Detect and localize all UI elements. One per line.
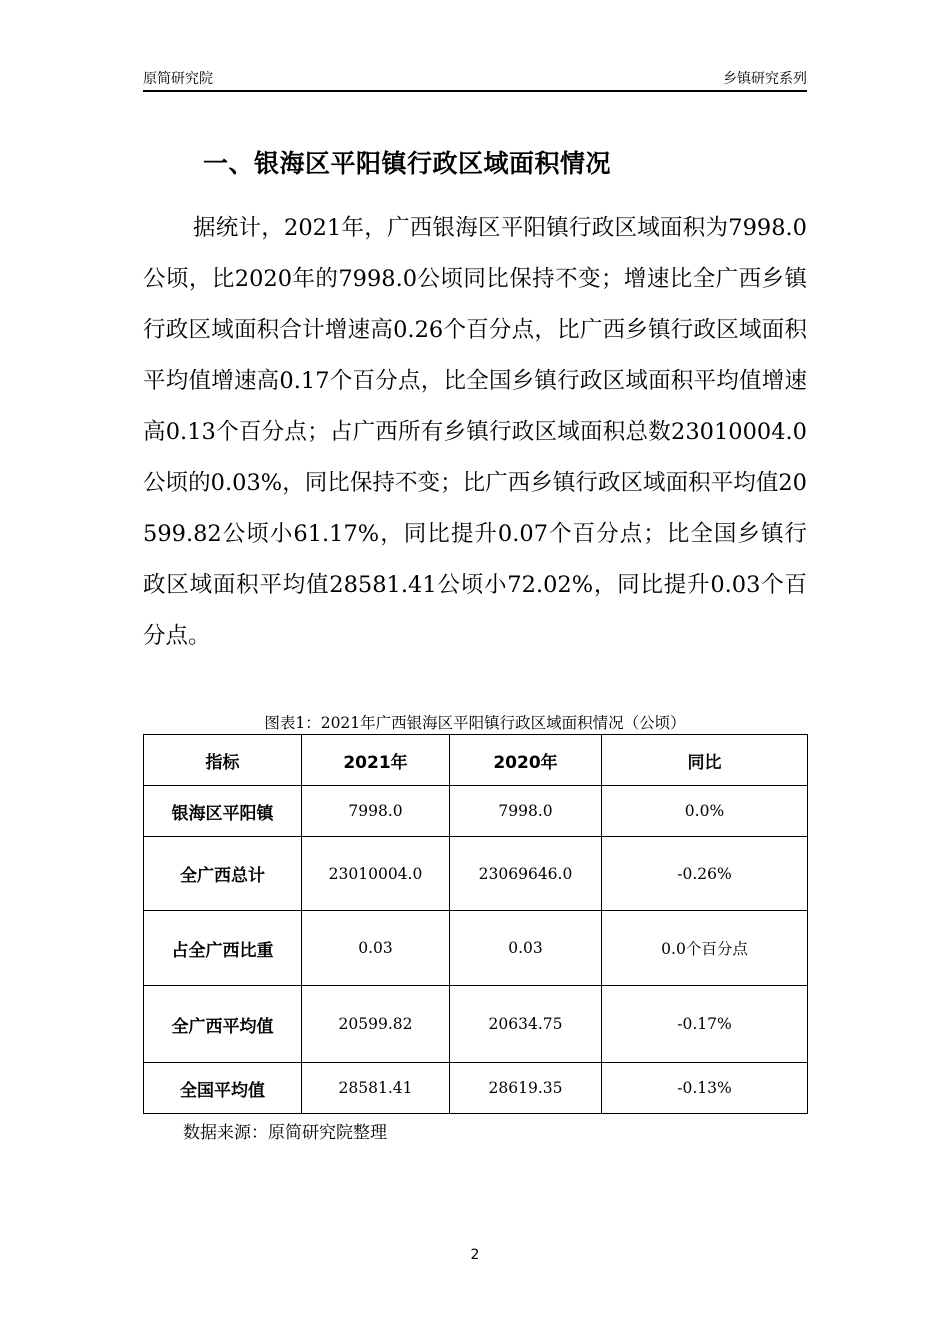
table-cell: 20599.82 [302,986,450,1063]
row-label-cell: 银海区平阳镇 [144,786,302,837]
table-row [144,1063,808,1114]
table-cell: 0.03 [450,911,602,986]
table-cell: 20634.75 [450,986,602,1063]
area-data-table [143,734,808,1114]
table-header-cell: 2020年 [450,735,602,786]
table-cell: 7998.0 [302,786,450,837]
section-heading: 一、银海区平阳镇行政区域面积情况 [203,149,612,178]
table-row [144,911,808,986]
table-cell: -0.26% [602,837,808,911]
table-header-cell: 2021年 [302,735,450,786]
table-cell: 28581.41 [302,1063,450,1114]
data-source-note: 数据来源：原简研究院整理 [183,1123,387,1143]
table-row [144,986,808,1063]
page-header [143,66,807,92]
row-label-cell: 全广西平均值 [144,986,302,1063]
header-org-name: 原简研究院 [143,71,213,87]
body-paragraph: 据统计，2021年，广西银海区平阳镇行政区域面积为7998.0公顷，比2020年的7998.0公顷同比保持不变；增速比全广西乡镇行政区域面积合计增速高0.26个百分点，比广西乡镇行政区域面积平均值增速高0.17个百分点，比全国乡镇行政区域面积平均值增速高0.13个百分点；占广西所有乡镇行政区域面积总数23010004.0公顷的0.03%，同比保持不变；比广西乡镇行政区域面积平均值20599.82公顷小61.17%，同比提升0.07个百分点；比全国乡镇行政区域面积平均值28581.41公顷小72.02%，同比提升0.03个百分点。 [143,215,807,649]
table-header-cell: 同比 [602,735,808,786]
table-cell: -0.13% [602,1063,808,1114]
table-cell: -0.17% [602,986,808,1063]
row-label-cell: 全国平均值 [144,1063,302,1114]
table-row [144,786,808,837]
table-cell: 7998.0 [450,786,602,837]
table-header-row [144,735,808,786]
header-series-name: 乡镇研究系列 [723,71,807,87]
page-number: 2 [470,1247,480,1263]
table-row [144,837,808,911]
table-cell: 23069646.0 [450,837,602,911]
table-cell: 0.0个百分点 [602,911,808,986]
table-caption: 图表1：2021年广西银海区平阳镇行政区域面积情况（公顷） [264,714,686,732]
table-cell: 0.0% [602,786,808,837]
table-cell: 23010004.0 [302,837,450,911]
table-header-cell: 指标 [144,735,302,786]
row-label-cell: 占全广西比重 [144,911,302,986]
row-label-cell: 全广西总计 [144,837,302,911]
table-cell: 0.03 [302,911,450,986]
table-cell: 28619.35 [450,1063,602,1114]
